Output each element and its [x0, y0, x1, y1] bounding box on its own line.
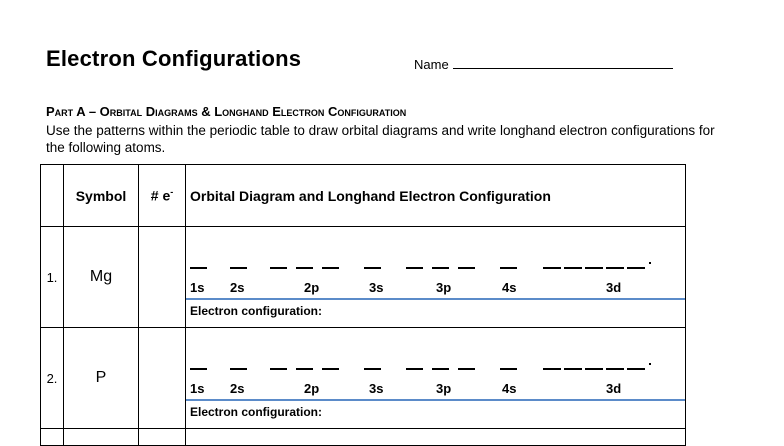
orbital-blank[interactable]: [190, 368, 207, 370]
sublevel-label: 2s: [230, 280, 245, 295]
electron-count-cell: [139, 429, 186, 446]
sublevel-label: 3d: [606, 280, 622, 295]
row-number: [41, 429, 64, 446]
sublevel-label: 3s: [369, 381, 384, 396]
name-blank-line[interactable]: [453, 56, 673, 69]
orbital-blank[interactable]: [543, 368, 561, 370]
name-field[interactable]: [414, 56, 673, 72]
orbital-blank[interactable]: [406, 368, 423, 370]
table-row: [41, 227, 686, 328]
name-label: Name: [414, 57, 449, 72]
orbital-blank[interactable]: [500, 368, 517, 370]
sublevel-label: 3p: [436, 381, 452, 396]
row-symbol: P: [64, 328, 139, 429]
orbital-blank[interactable]: [322, 368, 339, 370]
table-row: [41, 328, 686, 429]
orbital-diagram[interactable]: [186, 227, 685, 299]
separator-line: [186, 298, 685, 300]
table-header-row: [41, 165, 686, 227]
orbital-blank[interactable]: [296, 267, 313, 269]
sublevel-label: 3d: [606, 381, 622, 396]
sublevel-label: 2p: [304, 280, 320, 295]
orbital-blank[interactable]: [296, 368, 313, 370]
orbital-blank[interactable]: [432, 267, 449, 269]
orbital-cell[interactable]: [186, 328, 686, 429]
orbital-blank[interactable]: [458, 368, 475, 370]
orbital-blank[interactable]: [500, 267, 517, 269]
header-electrons-sup: -: [170, 187, 174, 198]
config-label: Electron configuration:: [190, 304, 322, 318]
orbital-blank[interactable]: [270, 368, 287, 370]
trailing-dot: [649, 262, 651, 264]
orbital-blank[interactable]: [627, 368, 645, 370]
orbital-blank[interactable]: [270, 267, 287, 269]
orbital-blank[interactable]: [230, 368, 247, 370]
row-number: 1.: [41, 227, 64, 328]
header-orbital: Orbital Diagram and Longhand Electron Configuration: [186, 165, 686, 227]
orbital-blank[interactable]: [585, 267, 603, 269]
orbital-blank[interactable]: [585, 368, 603, 370]
electron-count-cell[interactable]: [139, 328, 186, 429]
electron-count-cell[interactable]: [139, 227, 186, 328]
config-label: Electron configuration:: [190, 405, 322, 419]
orbital-table: [40, 164, 686, 446]
orbital-blank[interactable]: [230, 267, 247, 269]
orbital-blank[interactable]: [564, 267, 582, 269]
sublevel-label: 3p: [436, 280, 452, 295]
row-symbol: Mg: [64, 227, 139, 328]
part-a-instructions: Use the patterns within the periodic table to draw orbital diagrams and write longhand electron configurations for the following atoms.: [46, 123, 715, 155]
part-a-heading: Part A – Orbital Diagrams & Longhand Electron Configuration: [46, 104, 407, 119]
orbital-blank[interactable]: [627, 267, 645, 269]
header-electrons-label: # e: [150, 187, 171, 204]
orbital-blank[interactable]: [364, 368, 381, 370]
orbital-blank[interactable]: [606, 267, 624, 269]
orbital-blank[interactable]: [606, 368, 624, 370]
orbital-blank[interactable]: [543, 267, 561, 269]
orbital-blank[interactable]: [432, 368, 449, 370]
sublevel-label: 2s: [230, 381, 245, 396]
sublevel-label: 1s: [190, 280, 205, 295]
orbital-blank[interactable]: [406, 267, 423, 269]
orbital-blank[interactable]: [190, 267, 207, 269]
header-number: [41, 165, 64, 227]
orbital-blank[interactable]: [322, 267, 339, 269]
header-electrons: [139, 165, 186, 227]
sublevel-label: 1s: [190, 381, 205, 396]
sublevel-label: 3s: [369, 280, 384, 295]
header-symbol: Symbol: [64, 165, 139, 227]
sublevel-label: 2p: [304, 381, 320, 396]
sublevel-label: 4s: [502, 381, 517, 396]
page-title: Electron Configurations: [46, 46, 302, 71]
orbital-blank[interactable]: [364, 267, 381, 269]
table-row: [41, 429, 686, 446]
orbital-blank[interactable]: [564, 368, 582, 370]
trailing-dot: [649, 363, 651, 365]
row-number: 2.: [41, 328, 64, 429]
separator-line: [186, 399, 685, 401]
orbital-diagram[interactable]: [186, 328, 685, 400]
orbital-cell: [186, 429, 686, 446]
sublevel-label: 4s: [502, 280, 517, 295]
row-symbol: [64, 429, 139, 446]
orbital-blank[interactable]: [458, 267, 475, 269]
orbital-cell[interactable]: [186, 227, 686, 328]
